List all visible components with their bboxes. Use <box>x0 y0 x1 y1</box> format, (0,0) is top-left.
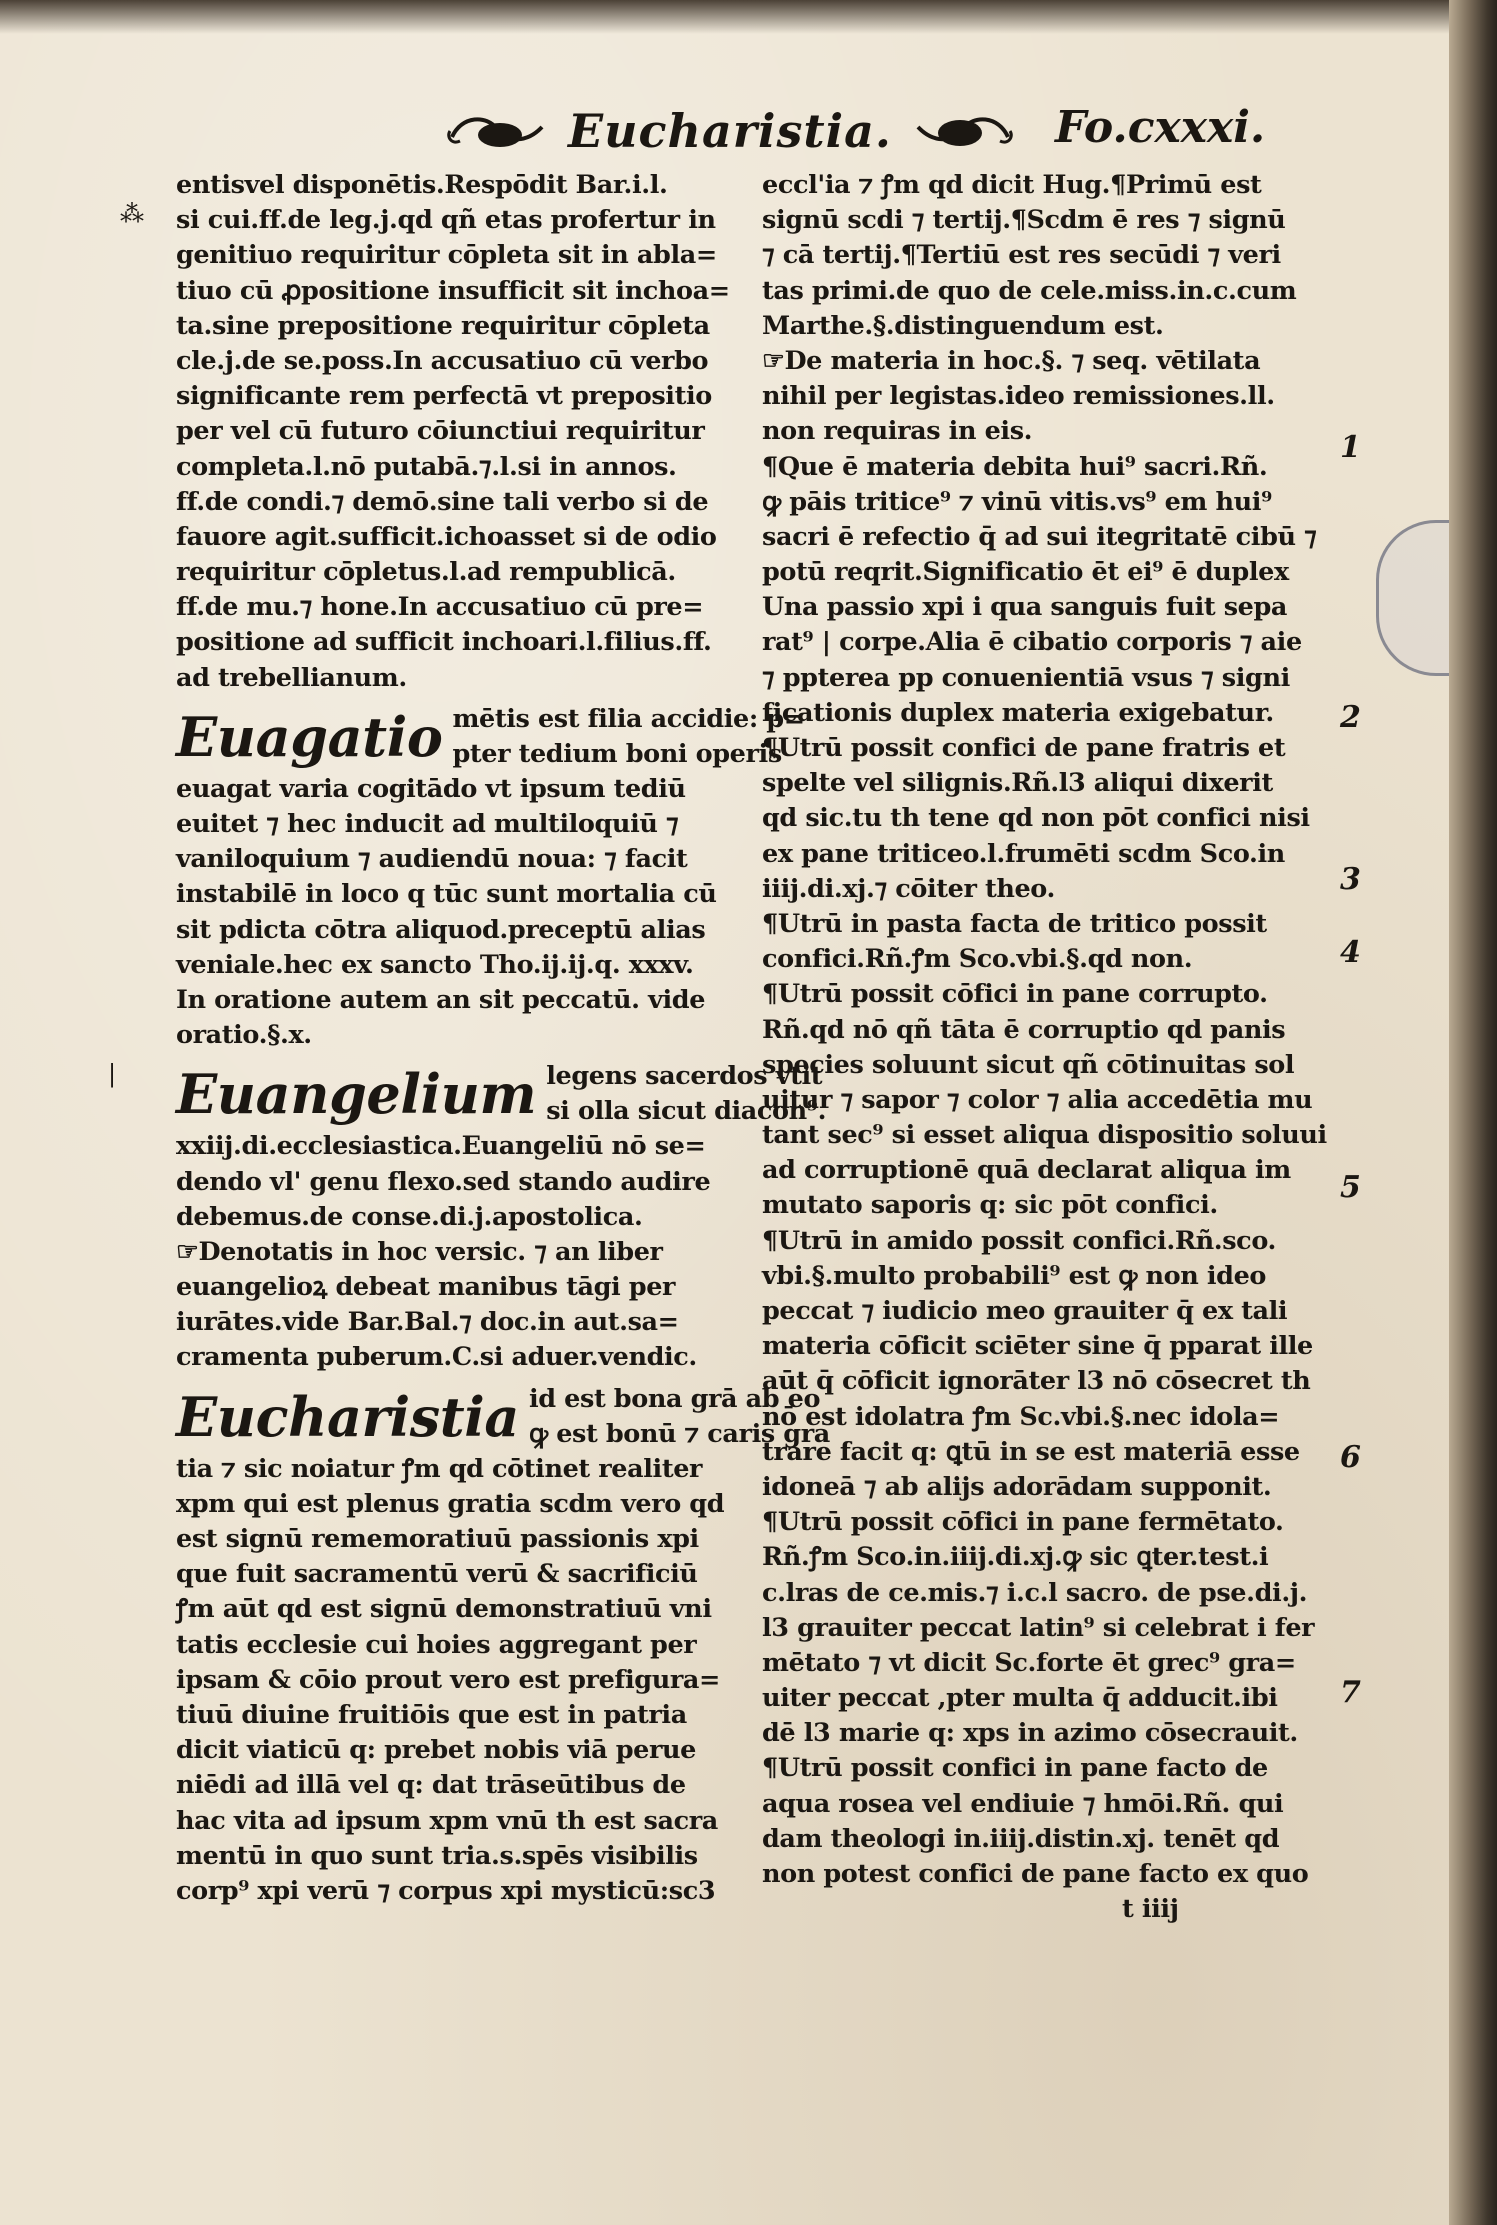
text-line: aūt q̄ cōficit ignorāter l3 nō cōsecret th <box>762 1366 1311 1397</box>
text-line: qd sic.tu th tene qd non pōt confici nisi <box>762 803 1310 834</box>
left-column <box>176 168 830 1909</box>
entry-eucharistia <box>176 1382 830 1909</box>
text-line: l3 grauiter peccat latin⁹ si celebrat i fer <box>762 1612 1315 1643</box>
text-line: euangelioꝝ debeat manibus tāgi per <box>176 1272 676 1303</box>
headword-eucharistia: Eucharistia <box>176 1384 519 1449</box>
text-line: Rñ.ꝭm Sco.in.iiij.di.xj.ꝙ sic ꝗter.test.i <box>762 1542 1269 1573</box>
left-ornament-icon <box>442 107 552 155</box>
text-line: per vel cū futuro cōiunctiui requiritur <box>176 416 705 447</box>
margin-number: 3 <box>1340 862 1361 897</box>
text-line: ¶Utrū possit cōfici in pane fermētato. <box>762 1507 1284 1538</box>
text-line: instabilē in loco q tūc sunt mortalia cū <box>176 879 717 910</box>
running-title: Eucharistia. <box>568 104 892 158</box>
text-line: si cui.ff.de leg.j.qd qñ etas profertur in <box>176 205 716 236</box>
margin-number: 2 <box>1340 700 1361 735</box>
text-line: potū reqrit.Significatio ēt ei⁹ ē duplex <box>762 557 1289 588</box>
text-line: species soluunt sicut qñ cōtinuitas sol <box>762 1049 1295 1080</box>
signature-mark: t iiij <box>1122 1894 1179 1925</box>
text-line: Marthe.§.distinguendum est. <box>762 310 1164 341</box>
text-line: ¶Utrū in pasta facta de tritico possit <box>762 908 1267 939</box>
text-line: dicit viaticū q: prebet nobis viā perue <box>176 1735 696 1766</box>
text-line: mētato ⁊ vt dicit Sc.forte ēt grec⁹ gra= <box>762 1647 1296 1678</box>
running-head <box>390 96 1070 166</box>
text-line: ꝙ est bonū ⁊ caris gra <box>528 1418 830 1449</box>
text-line: ¶Utrū in amido possit confici.Rñ.sco. <box>762 1225 1276 1256</box>
text-line: debemus.de conse.di.j.apostolica. <box>176 1201 643 1232</box>
text-line: nihil per legistas.ideo remissiones.ll. <box>762 381 1275 412</box>
margin-tick-mark: ⁂ <box>120 200 144 228</box>
text-line: peccat ⁊ iudicio meo grauiter q̄ ex tali <box>762 1296 1288 1326</box>
text-line: ta.sine prepositione requiritur cōpleta <box>176 310 710 341</box>
text-line: dē l3 marie q: xps in azimo cōsecrauit. <box>762 1718 1298 1749</box>
text-line: si olla sicut diacon⁹. <box>546 1096 827 1127</box>
text-line: tiuū diuine fruitiōis que est in patria <box>176 1699 687 1730</box>
margin-number: 5 <box>1340 1170 1361 1205</box>
folio-number: Fo.cxxxi. <box>1055 102 1266 153</box>
text-line: ꝙ pāis tritice⁹ ⁊ vinū vitis.vs⁹ em hui⁹ <box>762 486 1272 517</box>
text-line: tas primi.de quo de cele.miss.in.c.cum <box>762 275 1297 306</box>
text-line: pter tedium boni operis <box>452 738 782 769</box>
text-line: trare facit q: ꝗtū in se est materiā esse <box>762 1436 1300 1467</box>
entry-evagatio <box>176 702 805 1054</box>
text-line: ☞Denotatis in hoc versic. ⁊ an liber <box>176 1236 663 1267</box>
text-line: ad corruptionē quā declarat aliqua im <box>762 1155 1291 1186</box>
text-line: sacri ē refectio q̄ ad sui itegritatē cibū ⁊ <box>762 521 1317 552</box>
text-line: uitur ⁊ sapor ⁊ color ⁊ alia accedētia mu <box>762 1084 1313 1115</box>
text-line: Una passio xpi i qua sanguis fuit sepa <box>762 592 1288 623</box>
right-column <box>762 168 1332 1927</box>
right-ornament-icon <box>908 107 1018 155</box>
text-line: materia cōficit sciēter sine q̄ pparat ille <box>762 1331 1313 1362</box>
text-line: xpm qui est plenus gratia scdm vero qd <box>176 1488 725 1519</box>
entry-evangelium <box>176 1059 827 1375</box>
text-line: genitiuo requiritur cōpleta sit in abla= <box>176 240 717 271</box>
text-line: tant sec⁹ si esset aliqua dispositio soluui <box>762 1120 1327 1151</box>
text-line: corp⁹ xpi verū ⁊ corpus xpi mysticū:sc3 <box>176 1875 716 1906</box>
text-line: ꝭm aūt qd est signū demonstratiuū vni <box>176 1594 712 1625</box>
text-line: mentū in quo sunt tria.s.spēs visibilis <box>176 1840 698 1871</box>
text-line: euagat varia cogitādo vt ipsum tediū <box>176 773 686 804</box>
text-line: ☞De materia in hoc.§. ⁊ seq. vētilata <box>762 345 1261 376</box>
left-intro-text <box>176 168 752 696</box>
margin-number: 4 <box>1340 935 1361 970</box>
text-line: significante rem perfectā vt prepositio <box>176 381 712 412</box>
text-line: tiuo cū ꝓpositione insufficit sit inchoa= <box>176 275 730 306</box>
text-line: legens sacerdos vtit <box>546 1061 823 1092</box>
text-line: iurātes.vide Bar.Bal.⁊ doc.in aut.sa= <box>176 1307 679 1338</box>
text-line: est signū rememoratiuū passionis xpi <box>176 1524 699 1554</box>
text-line: oratio.§.x. <box>176 1020 312 1051</box>
text-line: id est bona grā ab eo <box>528 1383 821 1414</box>
text-line: In oratione autem an sit peccatū. vide <box>176 984 706 1015</box>
margin-number: 1 <box>1340 430 1361 465</box>
text-line: ff.de mu.⁊ hone.In accusatiuo cū pre= <box>176 592 704 623</box>
text-line: ¶Utrū possit cōfici in pane corrupto. <box>762 979 1268 1010</box>
text-line: ¶Que ē materia debita hui⁹ sacri.Rñ. <box>762 451 1268 482</box>
text-line: completa.l.nō putabā.⁊.l.si in annos. <box>176 451 677 482</box>
text-line: confici.Rñ.ꝭm Sco.vbi.§.qd non. <box>762 944 1193 975</box>
text-line: signū scdi ⁊ tertij.¶Scdm ē res ⁊ signū <box>762 205 1286 236</box>
text-line: ex pane triticeo.l.frumēti scdm Sco.in <box>762 838 1285 869</box>
text-line: dendo vl' genu flexo.sed stando audire <box>176 1166 711 1197</box>
book-edge <box>1449 0 1497 2225</box>
page-top-shadow <box>0 0 1449 34</box>
text-line: Rñ.qd nō qñ tāta ē corruptio qd panis <box>762 1014 1286 1045</box>
headword-evangelium: Euangelium <box>176 1062 537 1127</box>
text-line: cramenta puberum.C.si aduer.vendic. <box>176 1342 697 1373</box>
text-line: xxiij.di.ecclesiastica.Euangeliū nō se= <box>176 1131 706 1162</box>
text-line: ficationis duplex materia exigebatur. <box>762 697 1274 728</box>
text-line: idoneā ⁊ ab alijs adorādam supponit. <box>762 1471 1272 1502</box>
text-line: non requiras in eis. <box>762 416 1033 447</box>
text-line: niēdi ad illā vel q: dat trāseūtibus de <box>176 1770 686 1801</box>
text-line: nō est idolatra ꝭm Sc.vbi.§.nec idola= <box>762 1401 1280 1432</box>
text-line: hac vita ad ipsum xpm vnū th est sacra <box>176 1805 718 1836</box>
text-line: sit pdicta cōtra aliquod.preceptū alias <box>176 914 706 945</box>
margin-number: 6 <box>1340 1440 1361 1475</box>
text-line: mētis est filia accidie: p= <box>452 703 805 734</box>
text-line: ad trebellianum. <box>176 662 407 693</box>
text-line: entisvel disponētis.Respōdit Bar.i.l. <box>176 170 668 200</box>
page-clip <box>1376 520 1449 676</box>
margin-number: 7 <box>1340 1675 1361 1710</box>
text-line: euitet ⁊ hec inducit ad multiloquiū ⁊ <box>176 809 679 839</box>
text-line: ipsam & cōio prout vero est prefigura= <box>176 1664 720 1695</box>
headword-evagatio: Euagatio <box>176 704 443 769</box>
text-line: ¶Utrū possit confici de pane fratris et <box>762 733 1286 763</box>
text-line: ⁊ ppterea pp conuenientiā vsus ⁊ signi <box>762 662 1290 693</box>
text-line: vbi.§.multo probabili⁹ est ꝙ non ideo <box>762 1260 1267 1291</box>
text-line: requiritur cōpletus.l.ad rempublicā. <box>176 557 676 588</box>
text-line: non potest confici de pane facto ex quo <box>762 1859 1309 1889</box>
text-line: eccl'ia ⁊ ꝭm qd dicit Hug.¶Primū est <box>762 170 1262 200</box>
text-line: ff.de condi.⁊ demō.sine tali verbo si de <box>176 486 709 517</box>
text-line: fauore agit.sufficit.ichoasset si de odio <box>176 521 717 552</box>
text-line: que fuit sacramentū verū & sacrificiū <box>176 1559 698 1590</box>
text-line: ⁊ cā tertij.¶Tertiū est res secūdi ⁊ veri <box>762 240 1281 271</box>
text-line: rat⁹ | corpe.Alia ē cibatio corporis ⁊ aie <box>762 627 1302 658</box>
margin-tick-mark: | <box>108 1060 117 1088</box>
text-line: cle.j.de se.poss.In accusatiuo cū verbo <box>176 345 709 376</box>
text-line: dam theologi in.iiij.distin.xj. tenēt qd <box>762 1823 1280 1854</box>
text-line: aqua rosea vel endiuie ⁊ hmōi.Rñ. qui <box>762 1788 1284 1819</box>
text-line: mutato saporis q: sic pōt confici. <box>762 1190 1218 1221</box>
text-line: iiij.di.xj.⁊ cōiter theo. <box>762 873 1055 904</box>
text-line: c.lras de ce.mis.⁊ i.c.l sacro. de pse.di.j. <box>762 1577 1308 1608</box>
text-line: vaniloquium ⁊ audiendū noua: ⁊ facit <box>176 844 688 875</box>
text-line: positione ad sufficit inchoari.l.filius.ff. <box>176 627 712 658</box>
text-line: ¶Utrū possit confici in pane facto de <box>762 1753 1268 1784</box>
text-line: tatis ecclesie cui hoies aggregant per <box>176 1629 697 1660</box>
text-line: spelte vel silignis.Rñ.l3 aliqui dixerit <box>762 768 1273 799</box>
text-line: uiter peccat ,pter multa q̄ adducit.ibi <box>762 1683 1278 1714</box>
text-line: veniale.hec ex sancto Tho.ij.ij.q. xxxv. <box>176 949 694 980</box>
text-line: tia ⁊ sic noiatur ꝭm qd cōtinet realiter <box>176 1453 703 1484</box>
